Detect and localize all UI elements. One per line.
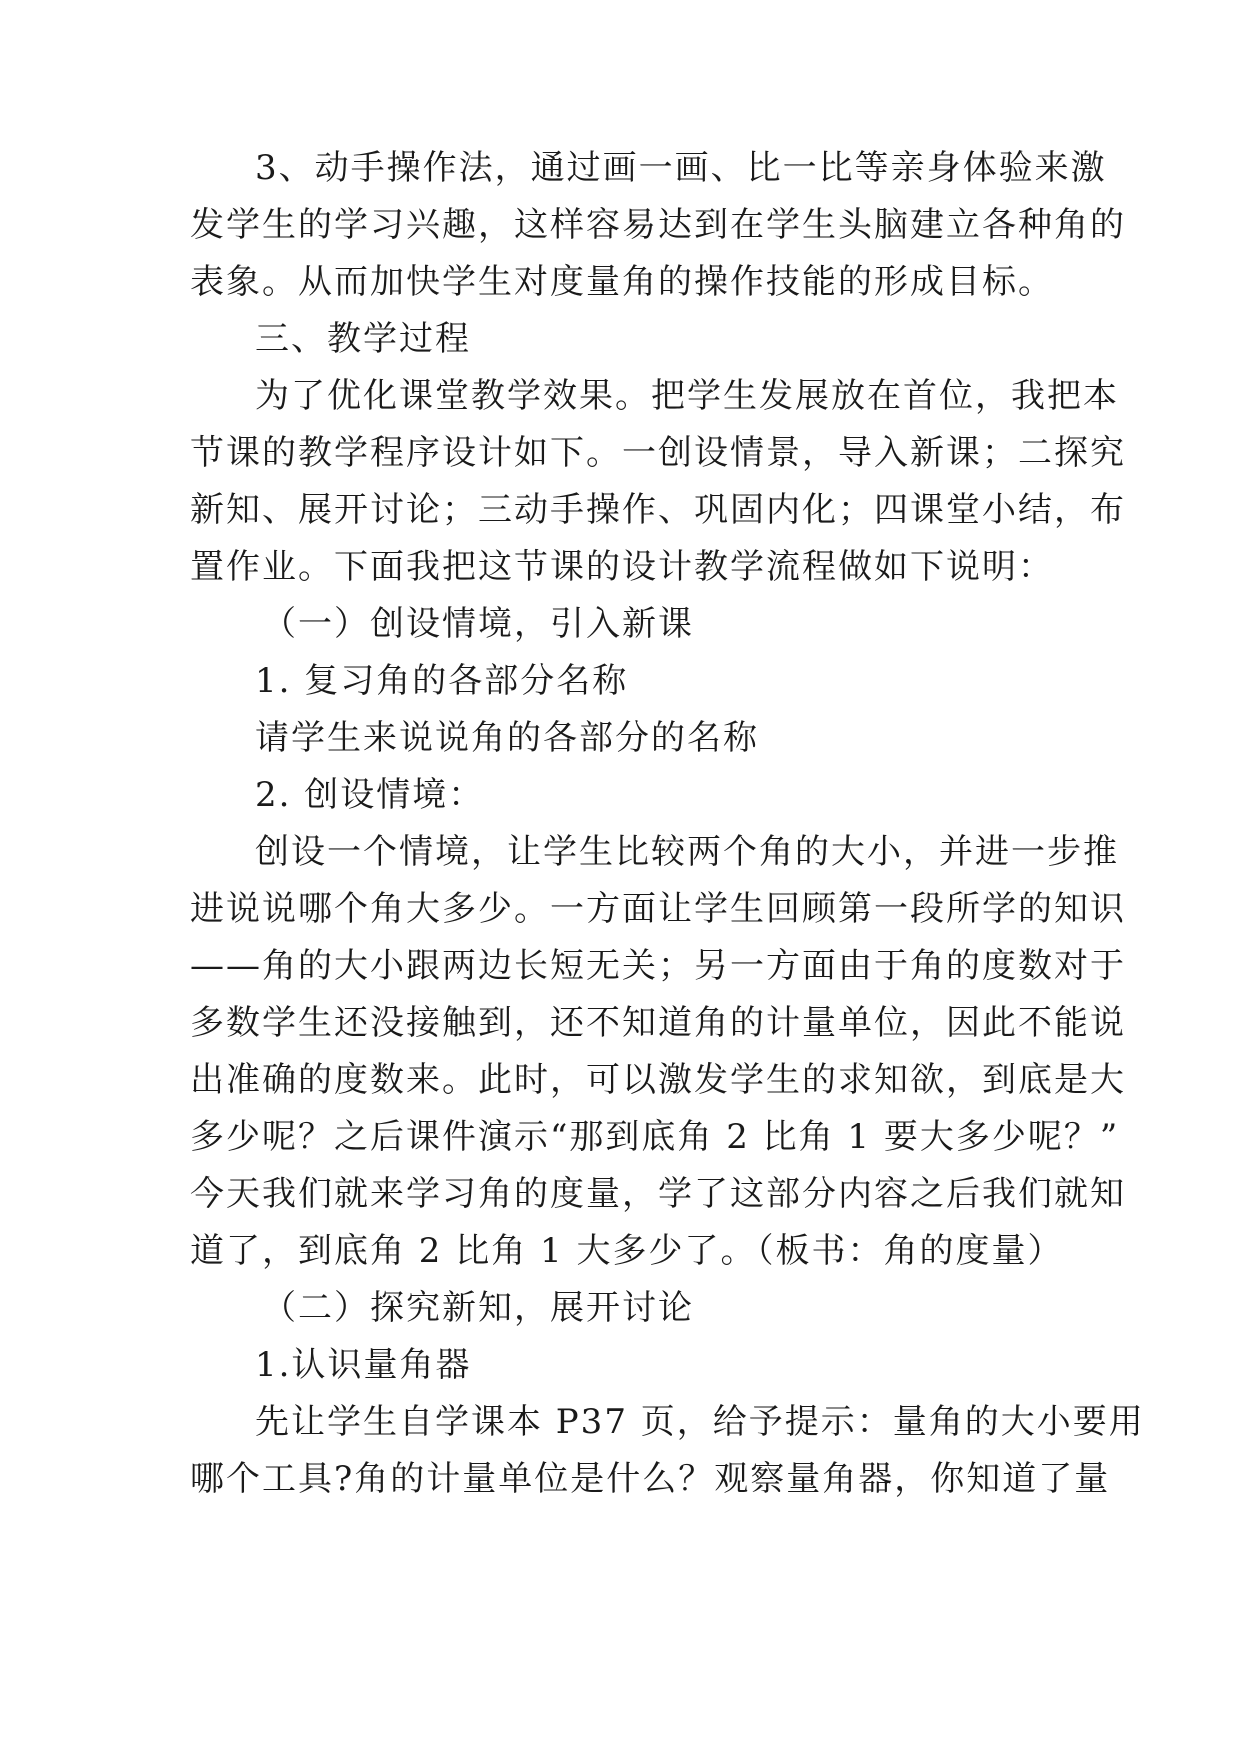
paragraph-intro-line-2: 节课的教学程序设计如下。一创设情景，导入新课；二探究 <box>190 433 1126 473</box>
paragraph-situation-line-7: 今天我们就来学习角的度量，学了这部分内容之后我们就知 <box>190 1174 1126 1214</box>
item-create-situation: 2. 创设情境： <box>255 775 485 815</box>
paragraph-situation-line-1: 创设一个情境，让学生比较两个角的大小，并进一步推 <box>255 832 1119 872</box>
item-review-angle-parts: 1. 复习角的各部分名称 <box>255 661 629 701</box>
paragraph-situation-line-3: ——角的大小跟两边长短无关；另一方面由于角的度数对于 <box>190 946 1126 986</box>
paragraph-protractor-line-1: 先让学生自学课本 P37 页，给予提示：量角的大小要用 <box>255 1402 1145 1442</box>
paragraph-method-3-line-3: 表象。从而加快学生对度量角的操作技能的形成目标。 <box>190 262 1054 302</box>
subheading-part-2: （二）探究新知，展开讨论 <box>262 1288 694 1328</box>
section-heading-teaching-process: 三、教学过程 <box>255 319 471 359</box>
item-review-angle-parts-text: 请学生来说说角的各部分的名称 <box>255 718 759 758</box>
paragraph-situation-line-2: 进说说哪个角大多少。一方面让学生回顾第一段所学的知识 <box>190 889 1126 929</box>
paragraph-situation-line-5: 出准确的度数来。此时，可以激发学生的求知欲，到底是大 <box>190 1060 1126 1100</box>
paragraph-method-3-line-1: 3、动手操作法，通过画一画、比一比等亲身体验来激 <box>255 148 1107 188</box>
paragraph-protractor-line-2: 哪个工具?角的计量单位是什么？观察量角器，你知道了量 <box>190 1459 1111 1499</box>
paragraph-situation-line-8: 道了，到底角 2 比角 1 大多少了。（板书：角的度量） <box>190 1231 1064 1271</box>
paragraph-intro-line-4: 置作业。下面我把这节课的设计教学流程做如下说明： <box>190 547 1054 587</box>
paragraph-situation-line-6: 多少呢？之后课件演示“那到底角 2 比角 1 要大多少呢？” <box>190 1117 1120 1157</box>
paragraph-intro-line-3: 新知、展开讨论；三动手操作、巩固内化；四课堂小结，布 <box>190 490 1126 530</box>
paragraph-method-3-line-2: 发学生的学习兴趣，这样容易达到在学生头脑建立各种角的 <box>190 205 1126 245</box>
item-know-protractor: 1.认识量角器 <box>255 1345 472 1385</box>
paragraph-situation-line-4: 多数学生还没接触到，还不知道角的计量单位，因此不能说 <box>190 1003 1126 1043</box>
subheading-part-1: （一）创设情境，引入新课 <box>262 604 694 644</box>
paragraph-intro-line-1: 为了优化课堂教学效果。把学生发展放在首位，我把本 <box>255 376 1119 416</box>
